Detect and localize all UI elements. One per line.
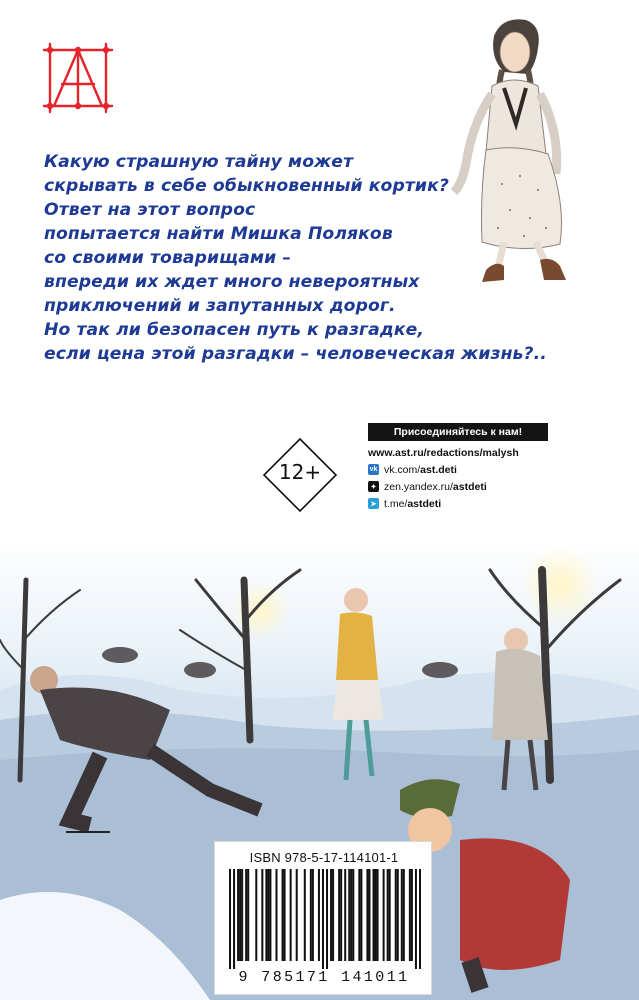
barcode-bar [275, 869, 277, 961]
social-link-telegram[interactable] [368, 497, 548, 510]
barcode-bar [348, 869, 350, 961]
barcode-bar [269, 869, 271, 961]
barcode-bar [233, 869, 235, 969]
zen-prefix: zen.yandex.ru/ [384, 480, 453, 493]
social-link-zen[interactable] [368, 480, 548, 493]
blurb-line: попытается найти Мишка Поляков [44, 224, 393, 244]
telegram-handle: astdeti [407, 497, 442, 510]
vk-handle: ast.deti [420, 463, 457, 476]
barcode-bar [387, 869, 389, 961]
barcode-icon [229, 869, 421, 969]
barcode-bar [267, 869, 269, 961]
barcode-bar [229, 869, 231, 969]
barcode-bar [241, 869, 243, 961]
join-us-banner: Присоединяйтесь к нам! [368, 423, 548, 441]
barcode-bar [290, 869, 292, 961]
blurb-line: Какую страшную тайну может [44, 152, 354, 172]
barcode-bar [409, 869, 411, 961]
blurb-line: скрывать в себе обыкновенный кортик? [44, 176, 449, 196]
age-rating-label: 12+ [278, 460, 322, 484]
barcode-bar [375, 869, 377, 961]
barcode-bar [312, 869, 314, 961]
barcode-bar [419, 869, 421, 969]
barcode-bar [237, 869, 239, 961]
telegram-prefix: t.me/ [384, 497, 408, 510]
blurb-line: Но так ли безопасен путь к разгадке, [44, 320, 424, 340]
zen-handle: astdeti [452, 480, 487, 493]
barcode-bar [310, 869, 312, 961]
barcode-bar [338, 869, 340, 961]
barcode-bar [344, 869, 346, 961]
barcode-bar [284, 869, 286, 961]
barcode-bar [383, 869, 385, 961]
barcode-bar [350, 869, 352, 961]
barcode-bar [340, 869, 342, 961]
barcode-bar [368, 869, 370, 961]
barcode-bar [403, 869, 405, 961]
isbn-label: ISBN 978-5-17-114101-1 [249, 850, 399, 865]
barcode-bar [261, 869, 263, 961]
barcode-bar [318, 869, 320, 961]
vk-prefix: vk.com/ [384, 463, 421, 476]
isbn-barcode-box [214, 841, 432, 995]
website-link[interactable]: www.ast.ru/redactions/malysh [368, 447, 519, 459]
telegram-icon: ➤ [368, 498, 379, 509]
barcode-bar [366, 869, 368, 961]
barcode-bar [411, 869, 413, 961]
barcode-bar [389, 869, 391, 961]
barcode-bar [377, 869, 379, 961]
barcode-bar [247, 869, 249, 961]
barcode-bar [265, 869, 267, 961]
barcode-bar [282, 869, 284, 961]
barcode-bar [304, 869, 306, 961]
social-links-block [368, 423, 548, 510]
barcode-bar [372, 869, 374, 961]
vk-icon: vk [369, 466, 378, 473]
barcode-bar [360, 869, 362, 961]
barcode-bar [322, 869, 324, 969]
blurb-line: приключений и запутанных дорог. [44, 296, 396, 316]
barcode-bar [397, 869, 399, 961]
barcode-bar [255, 869, 257, 961]
blurb-line: Ответ на этот вопрос [44, 200, 256, 220]
barcode-bar [330, 869, 332, 961]
barcode-bar [395, 869, 397, 961]
barcode-bar [352, 869, 354, 961]
barcode-bar [332, 869, 334, 961]
publisher-logo-icon [40, 40, 116, 116]
blurb-line: со своими товарищами – [44, 248, 292, 268]
social-link-vk[interactable] [368, 463, 548, 476]
barcode-bar [239, 869, 241, 961]
zen-icon: ✦ [368, 481, 379, 492]
barcode-bar [401, 869, 403, 961]
blurb-line: если цена этой разгадки – человеческая жизнь?.. [44, 344, 547, 364]
barcode-digits: 9 785171 141011 [238, 969, 410, 986]
blurb-line: впереди их ждет много невероятных [44, 272, 420, 292]
barcode-bar [358, 869, 360, 961]
barcode-bar [415, 869, 417, 969]
barcode-bar [245, 869, 247, 961]
book-blurb [44, 150, 564, 366]
barcode-bar [326, 869, 328, 969]
barcode-bar [296, 869, 298, 961]
